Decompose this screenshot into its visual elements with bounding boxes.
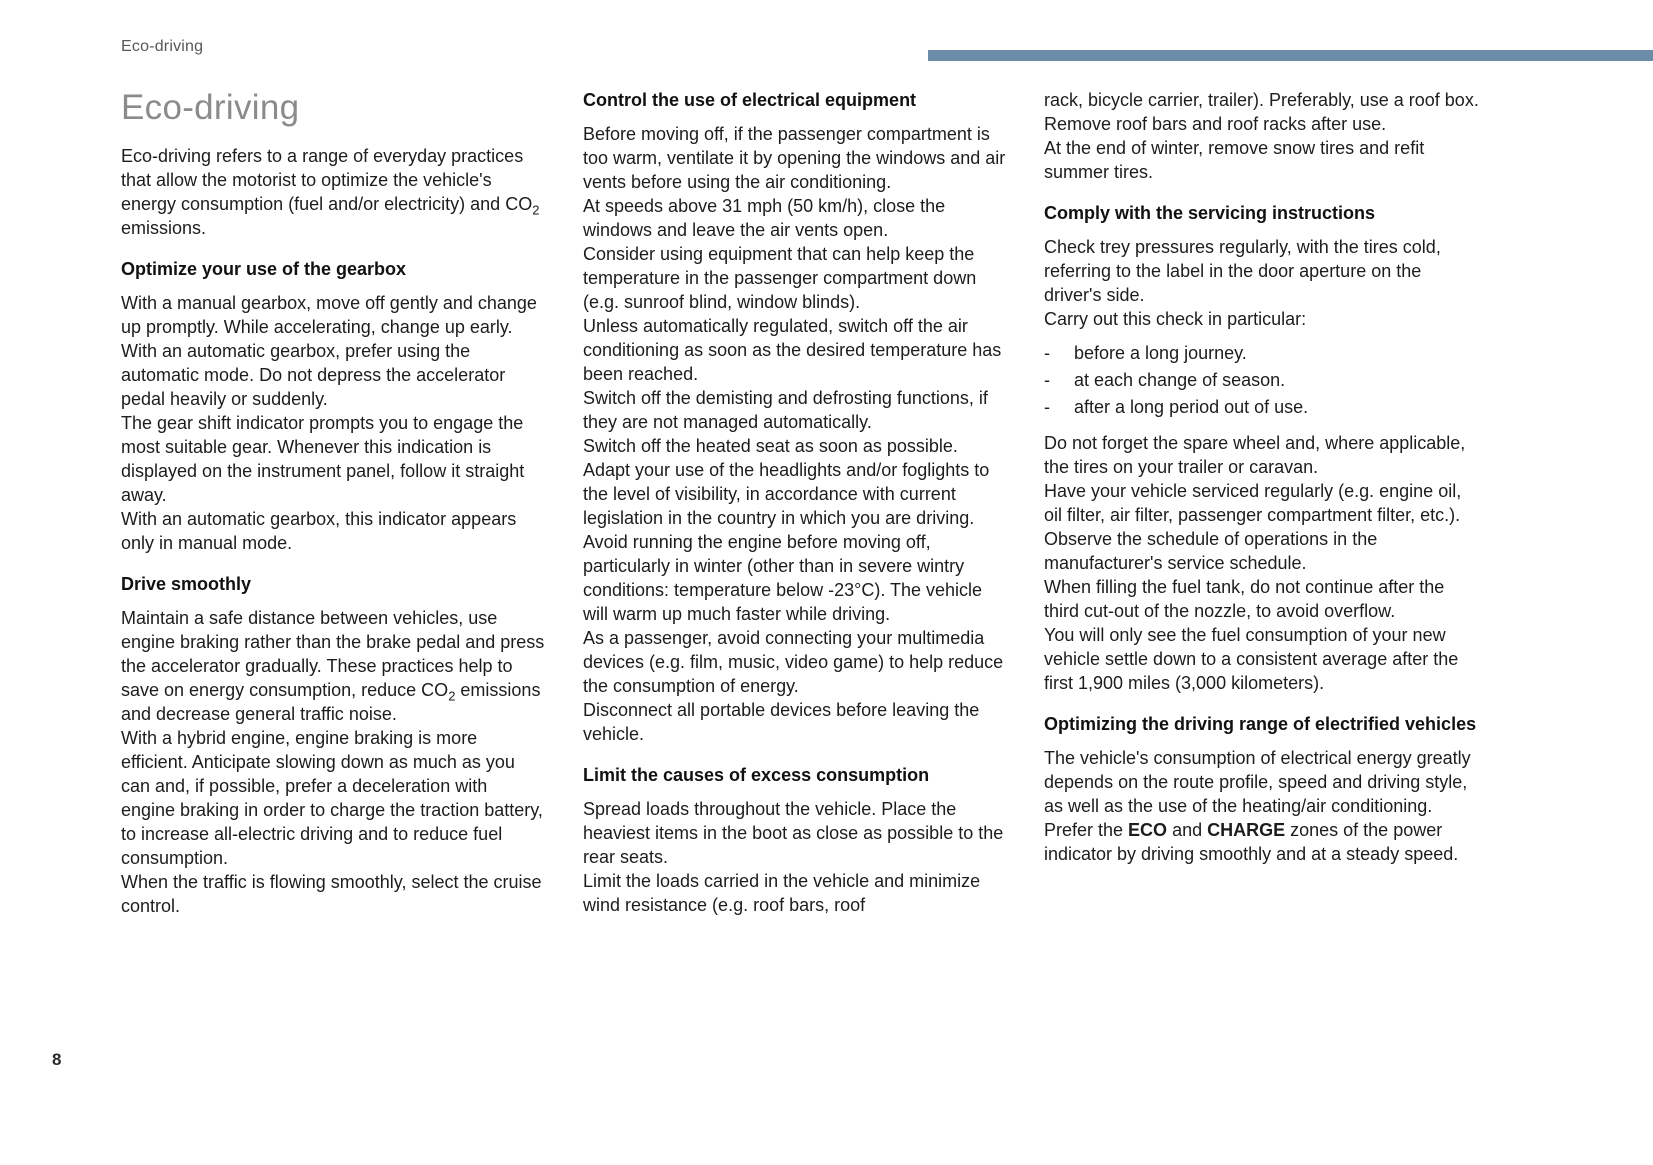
list-item (1044, 368, 1480, 392)
text-segment: Prefer the (1044, 820, 1129, 840)
paragraph (121, 606, 545, 918)
subscript-text: 2 (448, 688, 456, 704)
text-segment: emissions and decrease general traffic noise. (121, 680, 541, 724)
column-middle (583, 88, 1011, 917)
subscript-text: 2 (532, 202, 540, 218)
bullet-dash: - (1044, 370, 1050, 390)
text-segment: zones of the power indicator by driving smoothly and at a steady speed. (1044, 820, 1459, 864)
bullet-dash: - (1044, 397, 1050, 417)
text-line: The vehicle's consumption of electrical energy greatly depends on the route profile, speed and driving style, as well as the use of the heating/air conditioning. (1044, 748, 1471, 816)
list-item-text: before a long journey. (1074, 343, 1247, 363)
text-segment: and (1167, 820, 1208, 840)
bold-text: ECO (1128, 820, 1168, 840)
section-heading: Limit the causes of excess consumption (583, 765, 930, 785)
text-line: At speeds above 31 mph (50 km/h), close the windows and leave the air vents open. (583, 196, 946, 240)
text-line: Before moving off, if the passenger compartment is too warm, ventilate it by opening the windows and air vents before using the air conditioning. (583, 124, 1006, 192)
column-left (121, 88, 545, 918)
bullet-list (1044, 341, 1480, 419)
text-line: With an automatic gearbox, this indicator appears only in manual mode. (121, 509, 517, 553)
text-line: Do not forget the spare wheel and, where applicable, the tires on your trailer or caravan. (1044, 433, 1466, 477)
text-line: Disconnect all portable devices before leaving the vehicle. (583, 700, 980, 744)
text-line: When filling the fuel tank, do not continue after the third cut-out of the nozzle, to avoid overflow. (1044, 577, 1445, 621)
section-heading: Control the use of electrical equipment (583, 90, 917, 110)
paragraph (1044, 88, 1480, 184)
text-line: The gear shift indicator prompts you to engage the most suitable gear. Whenever this indication is displayed on the instrument panel, follow it straight away. (121, 413, 525, 505)
paragraph (1044, 431, 1480, 695)
text-line: Consider using equipment that can help keep the temperature in the passenger compartment down (e.g. sunroof blind, window blinds). (583, 244, 977, 312)
text-line: rack, bicycle carrier, trailer). Preferably, use a roof box. (1044, 90, 1479, 110)
text-line (1044, 818, 1480, 866)
text-line: Unless automatically regulated, switch off the air conditioning as soon as the desired temperature has been reached. (583, 316, 1002, 384)
section-heading: Drive smoothly (121, 574, 252, 594)
text-segment: Maintain a safe distance between vehicles, use engine braking rather than the brake pedal and press the accelerator gradually. These practices help to save on energy consumption, reduce CO (121, 608, 545, 700)
list-item-text: at each change of season. (1074, 370, 1286, 390)
running-header: Eco-driving (121, 38, 204, 55)
section-heading: Optimize your use of the gearbox (121, 259, 407, 279)
text-line: Remove roof bars and roof racks after use. (1044, 114, 1387, 134)
paragraph (583, 797, 1011, 917)
paragraph (121, 144, 545, 240)
text-line: Switch off the demisting and defrosting functions, if they are not managed automatically. (583, 388, 988, 432)
text-segment: emissions. (121, 218, 207, 238)
paragraph (1044, 235, 1480, 331)
text-line: Carry out this check in particular: (1044, 309, 1307, 329)
accent-bar (928, 50, 1653, 61)
section-heading: Comply with the servicing instructions (1044, 203, 1376, 223)
bold-text: CHARGE (1207, 820, 1286, 840)
text-line: With a manual gearbox, move off gently and change up promptly. While accelerating, change up early. (121, 293, 537, 337)
text-line: Have your vehicle serviced regularly (e.g. engine oil, oil filter, air filter, passenger compartment filter, etc.). Observe the schedule of operations in the manufacturer's service schedule. (1044, 481, 1462, 573)
column-right (1044, 88, 1480, 866)
text-line: Limit the loads carried in the vehicle and minimize wind resistance (e.g. roof bars, roof (583, 871, 981, 915)
text-line: With an automatic gearbox, prefer using the automatic mode. Do not depress the accelerator pedal heavily or suddenly. (121, 341, 506, 409)
text-line: As a passenger, avoid connecting your multimedia devices (e.g. film, music, video game) to help reduce the consumption of energy. (583, 628, 1004, 696)
text-line: Check trey pressures regularly, with the tires cold, referring to the label in the door aperture on the driver's side. (1044, 237, 1441, 305)
paragraph (1044, 746, 1480, 866)
text-line: Avoid running the engine before moving off, particularly in winter (other than in severe wintry conditions: temperature below -23°C). The vehicle will warm up much faster while driving. (583, 532, 983, 624)
text-segment: Eco-driving refers to a range of everyday practices that allow the motorist to optimize the vehicle's energy consumption (fuel and/or electricity) and CO (121, 146, 533, 214)
text-line: With a hybrid engine, engine braking is more efficient. Anticipate slowing down as much as you can and, if possible, prefer a deceleration with engine braking in order to charge the traction battery, to increase all-electric driving and to reduce fuel consumption. (121, 728, 543, 868)
text-line: Switch off the heated seat as soon as possible. (583, 436, 958, 456)
page-title: Eco-driving (121, 88, 300, 127)
section-heading: Optimizing the driving range of electrified vehicles (1044, 714, 1477, 734)
text-line: Spread loads throughout the vehicle. Place the heaviest items in the boot as close as possible to the rear seats. (583, 799, 1004, 867)
page-content (121, 88, 1480, 918)
text-line (121, 606, 545, 726)
text-line: At the end of winter, remove snow tires and refit summer tires. (1044, 138, 1425, 182)
page-number: 8 (52, 1050, 62, 1069)
text-line: Adapt your use of the headlights and/or foglights to the level of visibility, in accordance with current legislation in the country in which you are driving. (583, 460, 990, 528)
bullet-dash: - (1044, 343, 1050, 363)
text-line (121, 144, 545, 240)
paragraph (121, 291, 545, 555)
text-line: You will only see the fuel consumption of your new vehicle settle down to a consistent average after the first 1,900 miles (3,000 kilometers). (1044, 625, 1459, 693)
list-item-text: after a long period out of use. (1074, 397, 1309, 417)
paragraph (583, 122, 1011, 746)
list-item (1044, 395, 1480, 419)
text-line: When the traffic is flowing smoothly, select the cruise control. (121, 872, 542, 916)
list-item (1044, 341, 1480, 365)
